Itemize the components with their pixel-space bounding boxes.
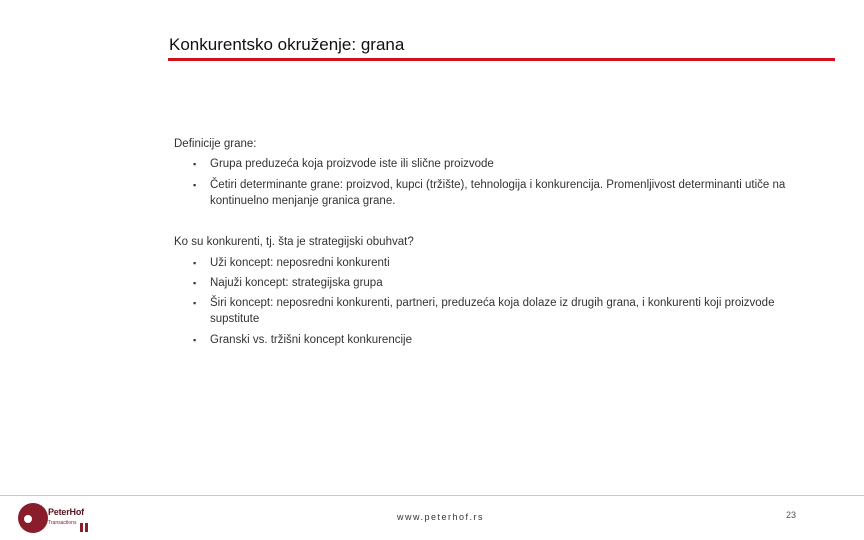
list-item: Uži koncept: neposredni konkurenti xyxy=(210,257,390,269)
logo-name: PeterHof xyxy=(48,507,84,517)
bullet-icon: ▪ xyxy=(193,258,197,268)
slide-title: Konkurentsko okruženje: grana xyxy=(169,35,405,54)
section-heading-definitions: Definicije grane: xyxy=(174,138,257,150)
logo-bars-icon xyxy=(80,519,90,537)
bullet-icon: ▪ xyxy=(193,180,197,190)
list-item: Najuži koncept: strategijska grupa xyxy=(210,277,383,289)
footer-website: www.peterhof.rs xyxy=(397,512,485,522)
bullet-icon: ▪ xyxy=(193,335,197,345)
list-item: Grupa preduzeća koja proizvode iste ili slične proizvode xyxy=(210,158,494,170)
list-item: Četiri determinante grane: proizvod, kupci (tržište), tehnologija i konkurencija. Promenljivost determinanti utiče na kontinuelno menjanje granica grane. xyxy=(210,179,786,207)
list-item: Širi koncept: neposredni konkurenti, partneri, preduzeća koja dolaze iz drugih grana, i konkurenti koji proizvode supstitute xyxy=(210,297,775,325)
title-underline xyxy=(168,58,835,61)
section-heading-competitors: Ko su konkurenti, tj. šta je strategijski obuhvat? xyxy=(174,236,414,248)
peterhof-logo xyxy=(14,502,98,534)
page-number: 23 xyxy=(786,510,797,520)
bullet-icon: ▪ xyxy=(193,159,197,169)
bullet-icon: ▪ xyxy=(193,298,197,308)
logo-tagline: Transactions xyxy=(48,520,77,526)
bullet-icon: ▪ xyxy=(193,278,197,288)
logo-circle-icon xyxy=(18,503,48,533)
list-item: Granski vs. tržišni koncept konkurencije xyxy=(210,334,412,346)
footer-divider xyxy=(0,495,864,496)
